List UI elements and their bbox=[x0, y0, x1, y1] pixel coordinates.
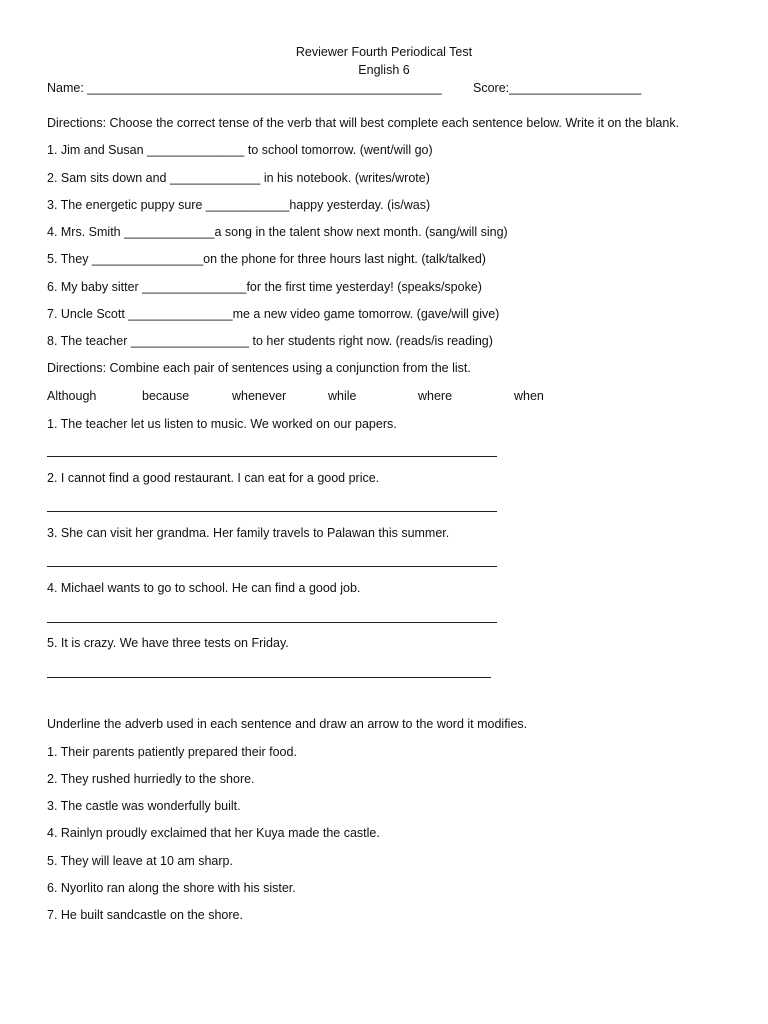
part1-item-5: 5. They ________________on the phone for three hours last night. (talk/talked) bbox=[47, 252, 486, 266]
part1-item-7: 7. Uncle Scott _______________me a new video game tomorrow. (gave/will give) bbox=[47, 307, 500, 321]
answer-line[interactable] bbox=[47, 511, 497, 512]
part2-item-4: 4. Michael wants to go to school. He can find a good job. bbox=[47, 581, 361, 595]
part3-directions: Underline the adverb used in each sentence and draw an arrow to the word it modifies. bbox=[47, 717, 528, 731]
conjunction-4: while bbox=[328, 389, 357, 403]
answer-line[interactable] bbox=[47, 677, 491, 678]
part1-item-6: 6. My baby sitter _______________for the first time yesterday! (speaks/spoke) bbox=[47, 280, 482, 294]
part2-item-3: 3. She can visit her grandma. Her family travels to Palawan this summer. bbox=[47, 526, 450, 540]
answer-line[interactable] bbox=[47, 566, 497, 567]
part2-item-1: 1. The teacher let us listen to music. We worked on our papers. bbox=[47, 417, 397, 431]
worksheet-title: Reviewer Fourth Periodical Test bbox=[295, 45, 473, 59]
part3-item-3: 3. The castle was wonderfully built. bbox=[47, 799, 241, 813]
part3-item-1: 1. Their parents patiently prepared their food. bbox=[47, 745, 297, 759]
answer-line[interactable] bbox=[47, 456, 497, 457]
part1-item-3: 3. The energetic puppy sure ____________happy yesterday. (is/was) bbox=[47, 198, 431, 212]
conjunction-6: when bbox=[514, 389, 544, 403]
part1-item-2: 2. Sam sits down and _____________ in his notebook. (writes/wrote) bbox=[47, 171, 430, 185]
conjunction-2: because bbox=[142, 389, 190, 403]
part2-item-2: 2. I cannot find a good restaurant. I can eat for a good price. bbox=[47, 471, 380, 485]
part3-item-6: 6. Nyorlito ran along the shore with his sister. bbox=[47, 881, 296, 895]
part3-item-4: 4. Rainlyn proudly exclaimed that her Kuya made the castle. bbox=[47, 826, 380, 840]
part1-directions: Directions: Choose the correct tense of the verb that will best complete each sentence below. Write it on the blank. bbox=[47, 116, 680, 130]
worksheet-subject: English 6 bbox=[358, 63, 410, 77]
part1-item-1: 1. Jim and Susan ______________ to school tomorrow. (went/will go) bbox=[47, 143, 433, 157]
part3-item-7: 7. He built sandcastle on the shore. bbox=[47, 908, 243, 922]
part2-item-5: 5. It is crazy. We have three tests on Friday. bbox=[47, 636, 289, 650]
name-field-label: Name: ___________________________________________________ bbox=[47, 81, 442, 95]
conjunction-1: Although bbox=[47, 389, 97, 403]
conjunction-3: whenever bbox=[232, 389, 287, 403]
part3-item-5: 5. They will leave at 10 am sharp. bbox=[47, 854, 233, 868]
conjunction-5: where bbox=[418, 389, 453, 403]
answer-line[interactable] bbox=[47, 622, 497, 623]
part1-item-8: 8. The teacher _________________ to her students right now. (reads/is reading) bbox=[47, 334, 493, 348]
part2-directions: Directions: Combine each pair of sentences using a conjunction from the list. bbox=[47, 361, 471, 375]
part3-item-2: 2. They rushed hurriedly to the shore. bbox=[47, 772, 255, 786]
score-field-label: Score:___________________ bbox=[473, 81, 642, 95]
part1-item-4: 4. Mrs. Smith _____________a song in the talent show next month. (sang/will sing) bbox=[47, 225, 508, 239]
